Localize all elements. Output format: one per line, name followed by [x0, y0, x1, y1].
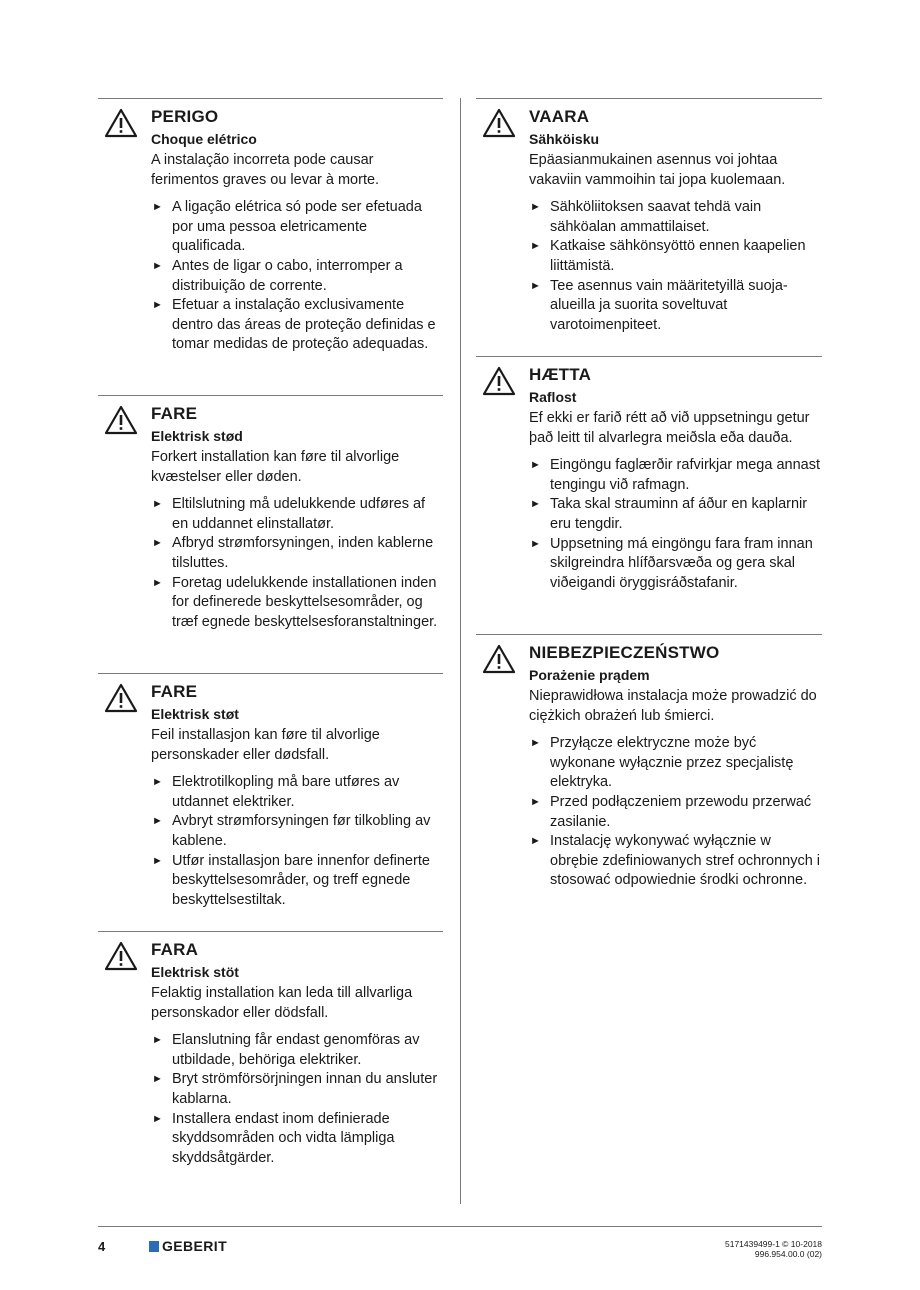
warning-description: Ef ekki er farið rétt að við uppsetningu getur það leitt til alvarlegra meiðsla eða dauða.	[529, 410, 810, 446]
warning-title: FARE	[151, 404, 198, 423]
list-item-text: Foretag udelukkende installationen inden for definerede beskyttelsesområder, og træf egnede beskyttelsesforanstaltninger.	[172, 574, 438, 630]
instruction-list	[151, 1031, 443, 1168]
list-item-text: Tee asennus vain määritetyillä suoja-alueilla ja suorita soveltuvat varotoimenpiteet.	[550, 277, 788, 333]
triangle-bullet-icon: ►	[152, 1112, 163, 1125]
warning-block	[98, 395, 443, 673]
list-item-text: Przyłącze elektryczne może być wykonane wyłącznie przez specjalistę elektryka.	[550, 735, 794, 791]
warning-block	[98, 98, 443, 395]
warning-description: Felaktig installation kan leda till allvarliga personskador eller dödsfall.	[151, 985, 413, 1021]
list-item-text: Bryt strömförsörjningen innan du ansluter kablarna.	[172, 1071, 438, 1107]
warning-title: NIEBEZPIECZEŃSTWO	[529, 643, 720, 662]
warning-title: PERIGO	[151, 107, 219, 126]
triangle-bullet-icon: ►	[152, 854, 163, 867]
triangle-bullet-icon: ►	[152, 299, 163, 312]
warning-subtitle: Raflost	[529, 389, 577, 405]
triangle-bullet-icon: ►	[530, 835, 541, 848]
list-item-text: Eingöngu faglærðir rafvirkjar mega annast tengingu við rafmagn.	[550, 457, 820, 493]
triangle-bullet-icon: ►	[530, 240, 541, 253]
warning-triangle-icon	[104, 941, 138, 971]
triangle-bullet-icon: ►	[530, 537, 541, 550]
triangle-bullet-icon: ►	[530, 795, 541, 808]
list-item	[151, 852, 443, 911]
list-item	[529, 456, 822, 495]
list-item	[529, 734, 822, 793]
warning-block	[98, 931, 443, 1168]
list-item-text: Installera endast inom definierade skyddsområden och vidta lämpliga skyddsåtgärder.	[172, 1110, 395, 1166]
list-item-text: Przed podłączeniem przewodu przerwać zasilanie.	[550, 793, 812, 830]
list-item	[151, 257, 443, 296]
list-item-text: A ligação elétrica só pode ser efetuada por uma pessoa eletricamente qualificada.	[172, 199, 422, 255]
warning-title: FARE	[151, 682, 198, 701]
brand-logo	[149, 1238, 227, 1254]
triangle-bullet-icon: ►	[152, 201, 163, 214]
warning-description: Epäasianmukainen asennus voi johtaa vakaviin vammoihin tai jopa kuolemaan.	[529, 152, 786, 188]
list-item	[529, 832, 822, 891]
logo-square-icon	[149, 1241, 159, 1252]
warning-subtitle: Sähköisku	[529, 131, 600, 147]
footer-divider	[98, 1226, 822, 1227]
list-item	[529, 495, 822, 534]
list-item	[529, 535, 822, 594]
list-item-text: Elektrotilkopling må bare utføres av utdannet elektriker.	[172, 774, 400, 810]
document-reference	[725, 1239, 822, 1259]
list-item-text: Elanslutning får endast genomföras av utbildade, behöriga elektriker.	[172, 1032, 420, 1068]
list-item	[151, 296, 443, 355]
warning-subtitle: Elektrisk stöt	[151, 964, 239, 980]
warning-triangle-icon	[482, 644, 516, 674]
triangle-bullet-icon: ►	[530, 201, 541, 214]
list-item-text: Eltilslutning må udelukkende udføres af en uddannet elinstallatør.	[172, 496, 426, 532]
list-item	[151, 534, 443, 573]
warning-description: Feil installasjon kan føre til alvorlige personskader eller dødsfall.	[151, 727, 380, 763]
warning-block	[476, 356, 822, 634]
warning-block	[476, 98, 822, 356]
list-item	[151, 1031, 443, 1070]
warning-triangle-icon	[482, 366, 516, 396]
warning-description: A instalação incorreta pode causar ferimentos graves ou levar à morte.	[151, 152, 380, 188]
instruction-list	[529, 456, 822, 593]
warning-title: VAARA	[529, 107, 590, 126]
list-item	[529, 237, 822, 276]
document-reference-line: 5171439499-1 © 10-2018	[724, 1239, 822, 1249]
warning-title: FARA	[151, 940, 199, 959]
warning-title: HÆTTA	[529, 365, 592, 384]
list-item	[151, 812, 443, 851]
warning-subtitle: Elektrisk støt	[151, 706, 239, 722]
list-item	[529, 277, 822, 336]
warning-block	[98, 673, 443, 931]
list-item	[151, 773, 443, 812]
list-item-text: Utfør installasjon bare innenfor definerte beskyttelsesområder, og treff egnede beskyttelsestiltak.	[172, 852, 430, 908]
triangle-bullet-icon: ►	[530, 279, 541, 292]
triangle-bullet-icon: ►	[152, 576, 163, 589]
triangle-bullet-icon: ►	[152, 1034, 163, 1047]
warning-block	[476, 634, 822, 891]
instruction-list	[151, 495, 443, 632]
triangle-bullet-icon: ►	[152, 776, 163, 789]
list-item	[529, 198, 822, 237]
warning-subtitle: Choque elétrico	[151, 131, 257, 147]
right-column	[476, 98, 822, 891]
triangle-bullet-icon: ►	[530, 498, 541, 511]
list-item	[151, 574, 443, 633]
left-column	[98, 98, 443, 1168]
triangle-bullet-icon: ►	[152, 815, 163, 828]
brand-name: GEBERIT	[162, 1238, 228, 1254]
list-item-text: Uppsetning má eingöngu fara fram innan skilgreindra hlífðarsvæða og gera skal viðeigandi öryggisráðstafanir.	[550, 535, 813, 591]
list-item-text: Afbryd strømforsyningen, inden kablerne tilsluttes.	[172, 535, 434, 571]
triangle-bullet-icon: ►	[152, 1073, 163, 1086]
warning-subtitle: Porażenie prądem	[529, 667, 650, 683]
list-item-text: Taka skal strauminn af áður en kaplarnir eru tengdir.	[550, 496, 808, 532]
warning-triangle-icon	[482, 108, 516, 138]
warning-description: Forkert installation kan føre til alvorlige kvæstelser eller døden.	[151, 449, 400, 485]
document-reference-line: 996.954.00.0 (02)	[754, 1249, 822, 1259]
list-item-text: Avbryt strømforsyningen før tilkobling av kablene.	[172, 813, 431, 849]
triangle-bullet-icon: ►	[152, 498, 163, 511]
triangle-bullet-icon: ►	[530, 737, 541, 750]
list-item	[151, 1070, 443, 1109]
list-item	[151, 1110, 443, 1169]
list-item-text: Katkaise sähkönsyöttö ennen kaapelien liittämistä.	[550, 238, 806, 274]
triangle-bullet-icon: ►	[530, 459, 541, 472]
list-item-text: Instalację wykonywać wyłącznie w obrębie zdefiniowanych stref ochronnych i stosować odpowiednie środki ochronne.	[550, 833, 821, 889]
list-item	[529, 793, 822, 832]
column-divider	[460, 98, 461, 1204]
list-item	[151, 198, 443, 257]
instruction-list	[151, 773, 443, 910]
warning-description: Nieprawidłowa instalacja może prowadzić do ciężkich obrażeń lub śmierci.	[529, 688, 817, 724]
list-item-text: Sähköliitoksen saavat tehdä vain sähköalan ammattilaiset.	[550, 199, 762, 235]
list-item	[151, 495, 443, 534]
instruction-list	[151, 198, 443, 355]
warning-triangle-icon	[104, 683, 138, 713]
list-item-text: Antes de ligar o cabo, interromper a distribuição de corrente.	[172, 257, 403, 294]
warning-triangle-icon	[104, 405, 138, 435]
instruction-list	[529, 734, 822, 891]
warning-subtitle: Elektrisk stød	[151, 428, 243, 444]
list-item-text: Efetuar a instalação exclusivamente dentro das áreas de proteção definidas e tomar medidas de proteção adequadas.	[172, 297, 436, 353]
instruction-list	[529, 198, 822, 335]
warning-triangle-icon	[104, 108, 138, 138]
page-number: 4	[98, 1239, 106, 1254]
triangle-bullet-icon: ►	[152, 537, 163, 550]
triangle-bullet-icon: ►	[152, 259, 163, 272]
